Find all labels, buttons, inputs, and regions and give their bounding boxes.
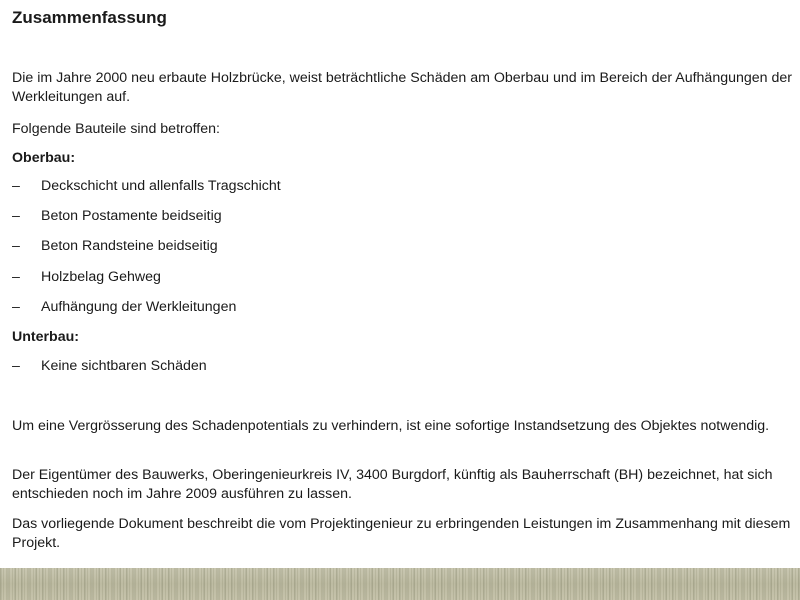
list-item-text: Holzbelag Gehweg — [41, 269, 161, 285]
list-item — [12, 268, 161, 287]
oberbau-heading: Oberbau: — [12, 150, 76, 166]
urgency-paragraph: Um eine Vergrösserung des Schadenpotentials zu verhindern, ist eine sofortige Instandsetzung des Objektes notwendig. — [12, 418, 770, 434]
list-item-text: Deckschicht und allenfalls Tragschicht — [41, 178, 281, 194]
bullet-dash: – — [12, 358, 20, 374]
bullet-dash: – — [12, 269, 20, 285]
bullet-dash: – — [12, 178, 20, 194]
bullet-dash: – — [12, 208, 20, 224]
intro-paragraph: Die im Jahre 2000 neu erbaute Holzbrücke, weist beträchtliche Schäden am Oberbau und im Bereich der Aufhängungen der Werkleitungen auf. — [12, 70, 792, 105]
list-item — [12, 237, 218, 256]
affected-parts-line: Folgende Bauteile sind betroffen: — [12, 121, 220, 137]
unterbau-heading: Unterbau: — [12, 329, 79, 345]
list-item-text: Keine sichtbaren Schäden — [41, 358, 207, 374]
list-item — [12, 177, 281, 196]
bullet-dash: – — [12, 238, 20, 254]
section-title: Zusammenfassung — [12, 8, 167, 27]
bullet-dash: – — [12, 299, 20, 315]
list-item — [12, 207, 222, 226]
background-texture-strip — [0, 568, 800, 600]
list-item-text: Beton Randsteine beidseitig — [41, 238, 218, 254]
owner-paragraph: Der Eigentümer des Bauwerks, Oberingenieurkreis IV, 3400 Burgdorf, künftig als Bauherrschaft (BH) bezeichnet, hat sich entschieden noch im Jahre 2009 ausführen zu lassen. — [12, 467, 773, 502]
list-item — [12, 357, 207, 376]
list-item — [12, 298, 236, 317]
list-item-text: Aufhängung der Werkleitungen — [41, 299, 237, 315]
scope-paragraph: Das vorliegende Dokument beschreibt die vom Projektingenieur zu erbringenden Leistungen im Zusammenhang mit diesem Projekt. — [12, 516, 791, 551]
list-item-text: Beton Postamente beidseitig — [41, 208, 222, 224]
